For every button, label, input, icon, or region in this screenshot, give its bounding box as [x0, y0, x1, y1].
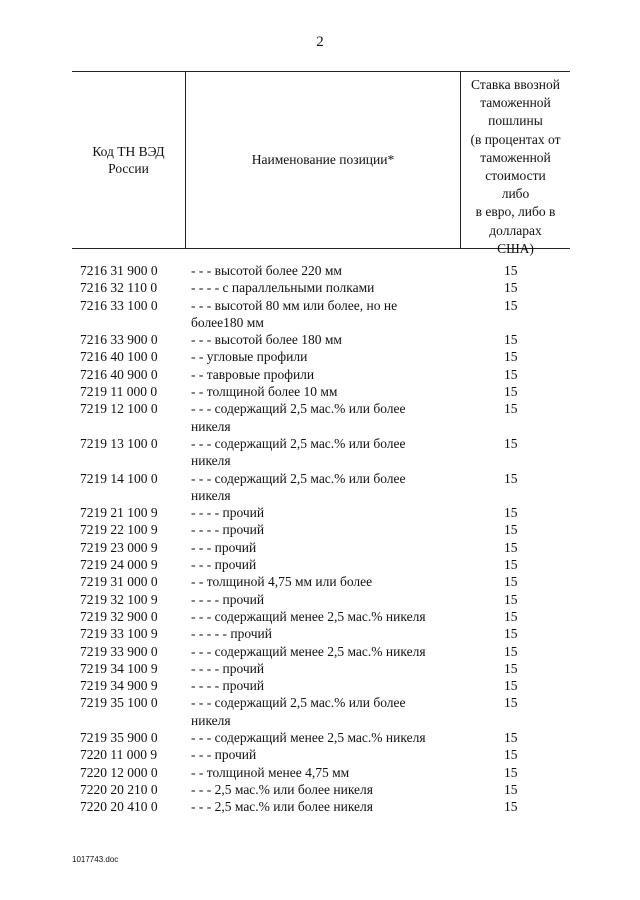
row-rate: 15	[504, 384, 518, 400]
table-row	[72, 643, 570, 660]
row-name	[191, 608, 466, 625]
table-row	[72, 297, 570, 332]
row-name	[191, 279, 466, 296]
row-name-line: - - толщиной менее 4,75 мм	[191, 764, 350, 780]
row-name-line: - - - содержащий 2,5 мас.% или более	[191, 695, 406, 711]
row-name-line: - - - - прочий	[191, 505, 265, 521]
row-name	[191, 331, 466, 348]
table-row	[72, 573, 570, 590]
row-name	[191, 556, 466, 573]
table-row	[72, 660, 570, 677]
row-name	[191, 573, 466, 590]
row-code: 7219 34 100 9	[80, 660, 158, 676]
row-name-line: - - - прочий	[191, 539, 257, 555]
table-row	[72, 556, 570, 573]
row-rate: 15	[504, 695, 518, 711]
header-code	[72, 72, 185, 248]
row-code: 7216 33 100 0	[80, 297, 158, 313]
row-name-line: никеля	[191, 712, 231, 728]
row-rate: 15	[504, 522, 518, 538]
row-name	[191, 348, 466, 365]
row-name-line: никеля	[191, 453, 231, 469]
table-row	[72, 677, 570, 694]
row-rate: 15	[504, 799, 518, 815]
row-code: 7219 21 100 9	[80, 505, 158, 521]
header-code-line: Код ТН ВЭД	[92, 144, 165, 159]
row-rate: 15	[504, 280, 518, 296]
row-rate: 15	[504, 626, 518, 642]
header-rate-line: (в процентах от	[470, 131, 561, 147]
row-name-line: никеля	[191, 418, 231, 434]
header-rate-line: в евро, либо в	[475, 204, 556, 220]
row-name-line: никеля	[191, 487, 231, 503]
row-name	[191, 521, 466, 538]
row-name-line: - - - содержащий 2,5 мас.% или более	[191, 470, 406, 486]
row-name	[191, 591, 466, 608]
header-rate-line: таможенной	[480, 149, 551, 165]
row-code: 7220 20 210 0	[80, 781, 158, 797]
row-code: 7220 12 000 0	[80, 764, 158, 780]
row-name-line: - - - высотой более 220 мм	[191, 263, 342, 278]
row-code: 7219 13 100 0	[80, 435, 158, 451]
row-name-line: - - - прочий	[191, 747, 257, 763]
row-name	[191, 504, 466, 521]
row-code: 7216 33 900 0	[80, 332, 158, 348]
row-name	[191, 435, 466, 470]
table-row	[72, 504, 570, 521]
header-code-line: России	[108, 161, 149, 176]
row-name	[191, 660, 466, 677]
row-rate: 15	[504, 608, 518, 624]
row-name	[191, 470, 466, 505]
row-code: 7219 31 000 0	[80, 574, 158, 590]
header-rate-line: долларах	[489, 222, 542, 238]
row-name	[191, 625, 466, 642]
row-name	[191, 677, 466, 694]
row-name	[191, 746, 466, 763]
table-body	[72, 262, 570, 816]
row-name	[191, 643, 466, 660]
row-name-line: - - - - с параллельными полками	[191, 280, 375, 296]
row-name	[191, 262, 466, 279]
header-name: Наименование позиции*	[251, 152, 395, 167]
table-row	[72, 729, 570, 746]
row-code: 7219 33 900 0	[80, 643, 158, 659]
row-code: 7216 31 900 0	[80, 263, 158, 278]
row-code: 7220 20 410 0	[80, 799, 158, 815]
row-name	[191, 366, 466, 383]
row-code: 7219 33 100 9	[80, 626, 158, 642]
row-rate: 15	[504, 574, 518, 590]
header-rate-line: США)	[497, 240, 534, 256]
row-rate: 15	[504, 678, 518, 694]
row-rate: 15	[504, 643, 518, 659]
row-name	[191, 539, 466, 556]
row-name-line: - - - высотой 80 мм или более, но не	[191, 297, 398, 313]
table-row	[72, 746, 570, 763]
row-code: 7219 32 900 0	[80, 608, 158, 624]
row-rate: 15	[504, 747, 518, 763]
row-name-line: - - тавровые профили	[191, 366, 315, 382]
row-rate: 15	[504, 764, 518, 780]
table-row	[72, 366, 570, 383]
header-rate-line: Ставка ввозной	[471, 77, 560, 92]
row-rate: 15	[504, 505, 518, 521]
row-name-line: - - - 2,5 мас.% или более никеля	[191, 799, 373, 815]
table-row	[72, 262, 570, 279]
page-number: 2	[316, 34, 324, 50]
row-name-line: - - толщиной 4,75 мм или более	[191, 574, 373, 590]
row-name-line: - - толщиной более 10 мм	[191, 384, 338, 400]
header-rate	[461, 76, 570, 258]
table-row	[72, 764, 570, 781]
row-rate: 15	[504, 332, 518, 348]
row-name-line: - - - содержащий 2,5 мас.% или более	[191, 435, 406, 451]
row-name-line: - - - высотой более 180 мм	[191, 332, 342, 348]
row-rate: 15	[504, 730, 518, 746]
row-rate: 15	[504, 557, 518, 573]
row-rate: 15	[504, 591, 518, 607]
table-row	[72, 348, 570, 365]
row-rate: 15	[504, 435, 518, 451]
row-rate: 15	[504, 263, 518, 278]
table-row	[72, 608, 570, 625]
row-rate: 15	[504, 660, 518, 676]
row-code: 7219 35 100 0	[80, 695, 158, 711]
row-name-line: - - - - прочий	[191, 522, 265, 538]
table-row	[72, 400, 570, 435]
row-name	[191, 729, 466, 746]
row-rate: 15	[504, 470, 518, 486]
table-row	[72, 591, 570, 608]
row-name-line: - - - содержащий менее 2,5 мас.% никеля	[191, 730, 426, 746]
row-rate: 15	[504, 297, 518, 313]
row-code: 7219 23 000 9	[80, 539, 158, 555]
row-name-line: - - - содержащий менее 2,5 мас.% никеля	[191, 608, 426, 624]
header-rate-line: стоимости	[485, 168, 546, 184]
table-header	[72, 71, 570, 256]
row-rate: 15	[504, 539, 518, 555]
row-name-line: - - - - - прочий	[191, 626, 272, 642]
row-code: 7216 40 900 0	[80, 366, 158, 382]
row-name	[191, 400, 466, 435]
table-row	[72, 470, 570, 505]
row-rate: 15	[504, 401, 518, 417]
row-code: 7219 12 100 0	[80, 401, 158, 417]
row-name-line: - - - содержащий менее 2,5 мас.% никеля	[191, 643, 426, 659]
row-name	[191, 297, 466, 332]
row-name-line: - - - - прочий	[191, 591, 265, 607]
table-row	[72, 781, 570, 798]
row-name-line: - - - 2,5 мас.% или более никеля	[191, 781, 373, 797]
row-code: 7219 35 900 0	[80, 730, 158, 746]
table-row	[72, 435, 570, 470]
table-row	[72, 798, 570, 815]
row-code: 7219 32 100 9	[80, 591, 158, 607]
row-name-line: - - - - прочий	[191, 678, 265, 694]
row-code: 7219 34 900 9	[80, 678, 158, 694]
row-name-line: - - угловые профили	[191, 349, 308, 365]
row-rate: 15	[504, 366, 518, 382]
row-name	[191, 781, 466, 798]
table-row	[72, 331, 570, 348]
header-rate-line: либо	[501, 186, 530, 202]
table-row	[72, 539, 570, 556]
header-rate-line: таможенной	[480, 95, 551, 111]
row-name-line: - - - содержащий 2,5 мас.% или более	[191, 401, 406, 417]
row-name	[191, 798, 466, 815]
footer-filename: 1017743.doc	[72, 855, 119, 864]
row-code: 7219 22 100 9	[80, 522, 158, 538]
row-rate: 15	[504, 349, 518, 365]
row-rate: 15	[504, 781, 518, 797]
row-name-line: - - - прочий	[191, 557, 257, 573]
table-row	[72, 279, 570, 296]
row-code: 7219 24 000 9	[80, 557, 158, 573]
row-code: 7216 40 100 0	[80, 349, 158, 365]
row-code: 7219 11 000 0	[80, 384, 158, 400]
row-name	[191, 764, 466, 781]
row-name-line: более180 мм	[191, 314, 264, 330]
row-name	[191, 694, 466, 729]
table-row	[72, 694, 570, 729]
table-row	[72, 521, 570, 538]
row-code: 7220 11 000 9	[80, 747, 158, 763]
row-name	[191, 383, 466, 400]
table-row	[72, 383, 570, 400]
table-row	[72, 625, 570, 642]
row-name-line: - - - - прочий	[191, 660, 265, 676]
row-code: 7216 32 110 0	[80, 280, 158, 296]
row-code: 7219 14 100 0	[80, 470, 158, 486]
header-rate-line: пошлины	[488, 113, 543, 129]
